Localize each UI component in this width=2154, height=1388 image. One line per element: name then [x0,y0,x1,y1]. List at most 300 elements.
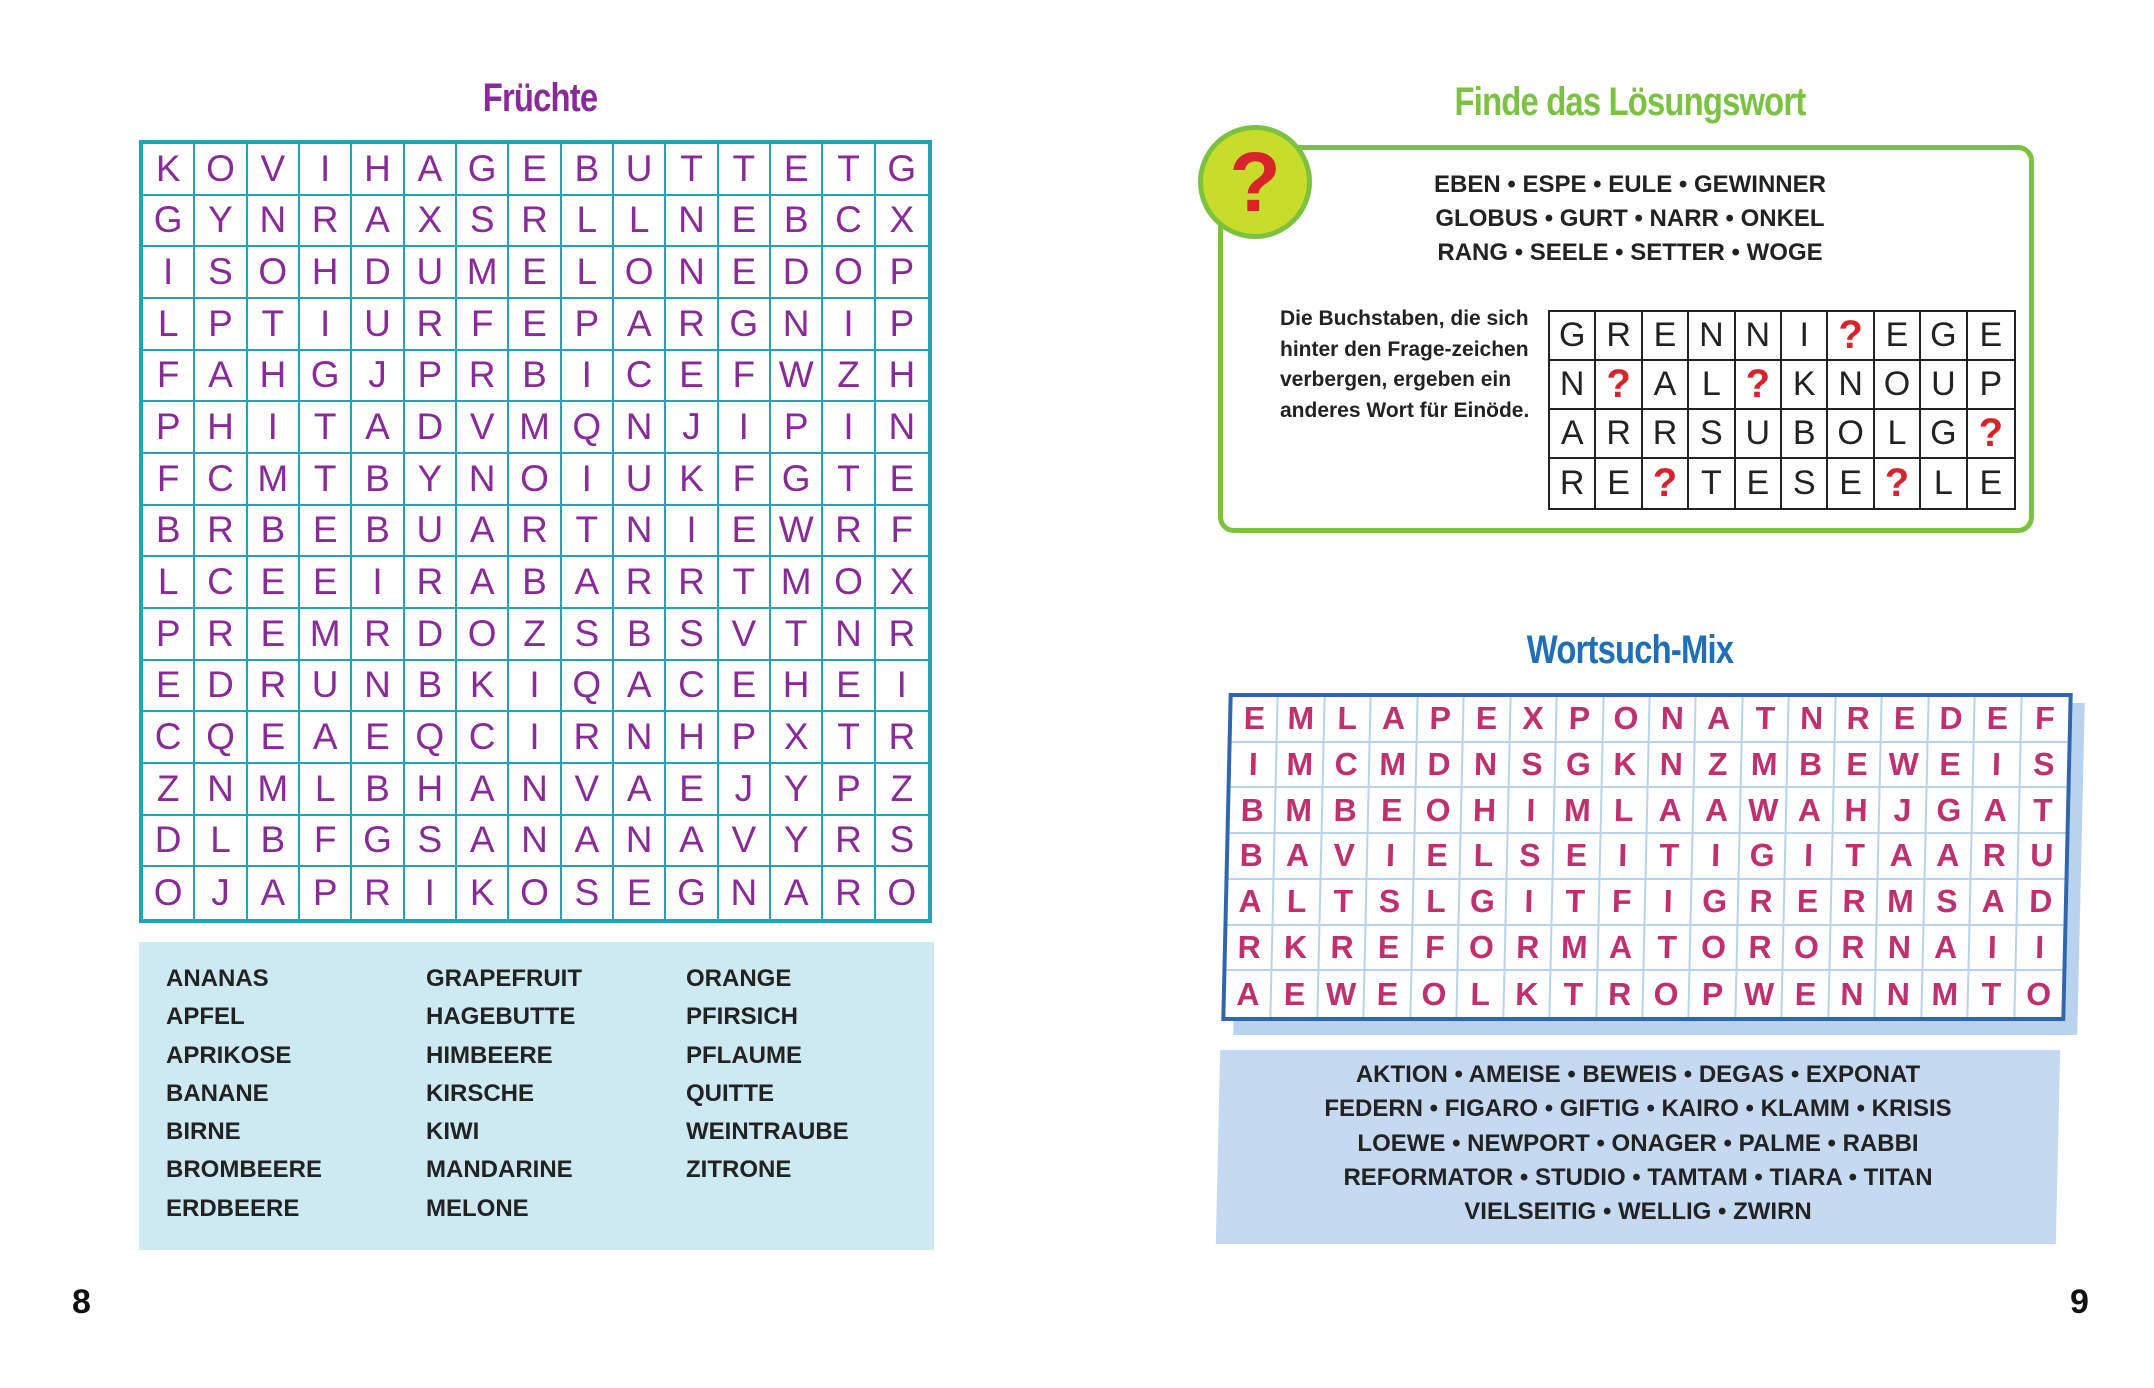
grid-letter: C [614,351,666,403]
grid-letter: A [1643,361,1689,410]
grid-letter: Z [876,764,928,816]
grid-letter: N [1689,312,1735,361]
grid-letter: L [300,764,352,816]
grid-letter: X [876,557,928,609]
grid-letter: T [1742,697,1789,743]
grid-letter: I [1368,834,1415,880]
grid-letter: T [823,454,875,506]
grid-letter: O [143,867,195,919]
grid-letter: E [666,351,718,403]
grid-letter: O [1643,971,1690,1017]
fruit-word-column [426,960,582,1228]
grid-letter: S [1509,743,1556,789]
grid-letter: N [1877,926,1924,972]
grid-letter: R [509,506,561,558]
grid-letter: A [457,764,509,816]
grid-letter: K [457,867,509,919]
grid-letter: B [352,506,404,558]
grid-letter: E [1369,788,1416,834]
mix-word-list [1218,1058,2058,1229]
grid-letter: N [248,196,300,248]
grid-letter: I [2016,926,2063,972]
grid-letter: A [1879,834,1926,880]
grid-letter: E [876,454,928,506]
grid-letter: B [352,764,404,816]
grid-letter: R [1505,926,1552,972]
grid-letter: X [771,712,823,764]
grid-letter: O [823,557,875,609]
grid-letter: R [1597,971,1644,1017]
grid-letter: R [1643,410,1689,459]
grid-letter: E [352,712,404,764]
grid-letter: T [719,144,771,196]
fruit-word: BANANE [166,1079,269,1107]
grid-letter: I [666,506,718,558]
grid-letter: E [1975,697,2022,743]
grid-letter: E [143,661,195,713]
fruit-word-list [139,942,934,1250]
grid-letter: R [823,506,875,558]
grid-letter: N [1829,971,1876,1017]
grid-letter: P [1968,361,2014,410]
grid-letter: S [457,196,509,248]
grid-letter: E [1643,312,1689,361]
grid-letter: A [1925,834,1972,880]
grid-letter: N [1649,743,1696,789]
grid-letter: Z [143,764,195,816]
grid-letter: A [1923,926,1970,972]
grid-letter: X [405,196,457,248]
grid-letter: I [823,402,875,454]
grid-letter: T [1646,834,1693,880]
grid-letter: J [666,402,718,454]
grid-letter: P [562,299,614,351]
grid-letter: R [300,196,352,248]
mix-word-line: LOEWE • NEWPORT • ONAGER • PALME • RABBI [1357,1129,1919,1157]
grid-letter: E [509,299,561,351]
loesung-word-line: RANG • SEELE • SETTER • WOGE [1437,239,1823,266]
grid-letter: S [1689,410,1735,459]
grid-letter: N [195,764,247,816]
grid-letter: A [195,351,247,403]
grid-letter: O [887,872,917,914]
grid-letter: R [352,609,404,661]
grid-letter: A [1275,834,1322,880]
loesung-word-line: EBEN • ESPE • EULE • GEWINNER [1434,171,1826,198]
grid-letter: U [405,506,457,558]
grid-letter: E [771,144,823,196]
grid-letter: N [457,454,509,506]
grid-letter: Z [509,609,561,661]
grid-letter: N [1550,361,1596,410]
grid-letter: L [1461,834,1508,880]
grid-letter: U [405,247,457,299]
grid-letter: O [1784,926,1831,972]
grid-letter: N [1876,971,1923,1017]
grid-letter: K [1782,361,1828,410]
grid-letter: O [1875,361,1921,410]
grid-letter: A [562,557,614,609]
grid-letter: W [771,506,823,558]
grid-letter: H [1833,788,1880,834]
grid-letter: R [614,557,666,609]
grid-letter: E [719,506,771,558]
grid-letter: P [1690,971,1737,1017]
grid-letter: R [1550,459,1596,508]
fruit-word: ANANAS [166,965,269,992]
fruit-word: MANDARINE [426,1156,573,1184]
grid-letter: R [876,609,928,661]
grid-letter: N [823,609,875,661]
grid-letter: K [457,661,509,713]
grid-letter: A [1971,880,2018,926]
grid-letter: T [300,402,352,454]
grid-letter: P [143,609,195,661]
grid-letter: V [1321,834,1368,880]
grid-letter: N [1789,697,1836,743]
grid-letter: J [719,764,771,816]
grid-letter: L [1274,880,1321,926]
grid-letter: R [248,661,300,713]
grid-letter: O [614,247,666,299]
grid-letter: U [614,144,666,196]
grid-letter: S [405,816,457,868]
grid-letter: T [1553,880,1600,926]
grid-letter: M [509,402,561,454]
grid-letter: P [823,764,875,816]
grid-letter: N [719,867,771,919]
grid-letter: Y [771,764,823,816]
grid-letter: L [1921,459,1967,508]
grid-letter: N [509,816,561,868]
grid-letter: A [1694,788,1741,834]
grid-letter: N [771,299,823,351]
grid-letter: J [1880,788,1927,834]
grid-letter: I [248,402,300,454]
grid-letter: E [1828,459,1874,508]
hidden-letter-question-mark: ? [1736,361,1782,410]
mix-puzzle-title: Wortsuch-Mix [1526,628,1734,672]
grid-letter: L [1875,410,1921,459]
grid-letter: O [509,454,561,506]
loesung-word-list [1300,168,1960,270]
grid-letter: O [1415,788,1462,834]
grid-letter: G [771,454,823,506]
grid-letter: G [876,144,928,196]
grid-letter: E [1366,926,1413,972]
grid-letter: I [1231,743,1278,789]
grid-letter: W [771,351,823,403]
fruit-word: GRAPEFRUIT [426,965,582,992]
grid-letter: R [405,299,457,351]
grid-letter: M [1741,743,1788,789]
grid-letter: I [352,557,404,609]
grid-letter: S [1367,880,1414,926]
grid-letter: U [614,454,666,506]
grid-letter: E [248,712,300,764]
grid-letter: L [143,557,195,609]
grid-letter: I [1645,880,1692,926]
grid-letter: I [823,299,875,351]
question-mark-icon: ? [1198,125,1312,239]
grid-letter: T [1832,834,1879,880]
grid-letter: D [1928,697,1975,743]
grid-letter: L [1458,971,1505,1017]
grid-letter: Q [405,712,457,764]
grid-letter: N [614,816,666,868]
grid-letter: A [405,144,457,196]
fruit-puzzle-title: Früchte [482,76,598,120]
grid-letter: H [405,764,457,816]
grid-letter: E [1875,312,1921,361]
grid-letter: G [666,867,718,919]
grid-letter: R [195,506,247,558]
grid-letter: L [562,247,614,299]
grid-letter: O [457,609,509,661]
grid-letter: R [457,351,509,403]
mix-word-line: FEDERN • FIGARO • GIFTIG • KAIRO • KLAMM • KRISIS [1324,1095,1952,1123]
grid-letter: N [1736,312,1782,361]
grid-letter: E [1596,459,1642,508]
grid-letter: N [666,196,718,248]
grid-letter: I [509,712,561,764]
grid-letter: J [352,351,404,403]
grid-letter: E [248,557,300,609]
grid-letter: U [1736,410,1782,459]
grid-letter: R [195,609,247,661]
grid-letter: R [1319,926,1366,972]
grid-letter: P [143,402,195,454]
grid-letter: K [1273,926,1320,972]
grid-letter: V [248,144,300,196]
page-number-left: 8 [72,1283,91,1321]
loesung-description: Die Buchstaben, die sich hinter den Frage-zeichen verbergen, ergeben ein anderes Wort für Einöde. [1280,307,1530,422]
grid-letter: D [771,247,823,299]
grid-letter: T [300,454,352,506]
page-number-right: 9 [2070,1283,2089,1321]
grid-letter: E [1783,971,1830,1017]
loesung-letter-grid [1548,310,2016,510]
grid-letter: B [1782,410,1828,459]
grid-letter: E [1979,464,2003,502]
grid-letter: Q [562,661,614,713]
grid-letter: T [719,557,771,609]
grid-letter: I [1970,926,2017,972]
grid-letter: K [143,144,195,196]
grid-letter: G [457,144,509,196]
grid-letter: S [562,609,614,661]
grid-letter: C [195,454,247,506]
fruit-word: ZITRONE [686,1156,792,1184]
grid-letter: R [1835,697,1882,743]
grid-letter: B [1788,743,1835,789]
grid-letter: E [1785,880,1832,926]
fruit-word: KIWI [426,1118,480,1146]
grid-letter: W [1740,788,1787,834]
grid-letter: E [823,661,875,713]
grid-letter: T [823,144,875,196]
grid-letter: E [719,661,771,713]
grid-letter: F [300,816,352,868]
grid-letter: F [876,506,928,558]
grid-letter: A [457,557,509,609]
grid-letter: M [1552,926,1599,972]
grid-letter: E [1272,971,1319,1017]
grid-letter: I [1786,834,1833,880]
grid-letter: N [1650,697,1697,743]
grid-letter: I [300,299,352,351]
grid-letter: K [666,454,718,506]
grid-letter: O [823,247,875,299]
grid-letter: G [143,196,195,248]
grid-letter: U [300,661,352,713]
grid-letter: X [1510,697,1557,743]
grid-letter: V [562,764,614,816]
grid-letter: R [666,299,718,351]
fruit-word: HAGEBUTTE [426,1003,576,1031]
grid-letter: O [509,867,561,919]
grid-letter: P [195,299,247,351]
grid-letter: R [1738,880,1785,926]
grid-letter: M [248,454,300,506]
grid-letter: W [1736,971,1783,1017]
grid-letter: R [1596,312,1642,361]
grid-letter: L [1413,880,1460,926]
grid-letter: B [614,609,666,661]
grid-letter: S [666,609,718,661]
fruit-word: APFEL [166,1003,245,1031]
grid-letter: R [1972,834,2019,880]
grid-letter: A [1550,410,1596,459]
grid-letter: E [248,609,300,661]
grid-letter: R [666,557,718,609]
grid-letter: A [457,816,509,868]
grid-letter: B [405,661,457,713]
grid-letter: S [1507,834,1554,880]
grid-letter: I [719,402,771,454]
grid-letter: B [562,144,614,196]
grid-letter: A [457,506,509,558]
grid-letter: Z [823,351,875,403]
grid-letter: I [1506,880,1553,926]
loesung-puzzle-title: Finde das Lösungswort [1454,80,1806,124]
grid-letter: M [1276,788,1323,834]
grid-letter: Z [1695,743,1742,789]
grid-letter: E [719,196,771,248]
grid-letter: N [614,712,666,764]
grid-letter: T [771,609,823,661]
grid-letter: S [1782,459,1828,508]
grid-letter: D [405,609,457,661]
grid-letter: G [1926,788,1973,834]
fruit-word: HIMBEERE [426,1041,553,1069]
grid-letter: T [1968,971,2015,1017]
mix-word-line: VIELSEITIG • WELLIG • ZWIRN [1464,1198,1812,1226]
grid-letter: S [195,247,247,299]
grid-letter: U [1921,361,1967,410]
grid-letter: C [666,661,718,713]
grid-letter: T [562,506,614,558]
grid-letter: S [1924,880,1971,926]
grid-letter: S [562,867,614,919]
grid-letter: N [509,764,561,816]
grid-letter: A [352,196,404,248]
grid-letter: P [719,712,771,764]
grid-letter: A [1696,697,1743,743]
grid-letter: V [719,609,771,661]
grid-letter: D [143,816,195,868]
grid-letter: G [1921,312,1967,361]
grid-letter: D [1416,743,1463,789]
grid-letter: R [562,712,614,764]
grid-letter: F [719,454,771,506]
grid-letter: E [1554,834,1601,880]
grid-letter: C [457,712,509,764]
grid-letter: E [1927,743,1974,789]
grid-letter: G [719,299,771,351]
fruit-word: BROMBEERE [166,1156,323,1184]
grid-letter: M [248,764,300,816]
grid-letter: N [666,247,718,299]
grid-letter: C [823,196,875,248]
fruit-word: PFLAUME [686,1041,802,1069]
grid-letter: M [1922,971,1969,1017]
grid-letter: X [876,196,928,248]
grid-letter: I [509,661,561,713]
grid-letter: F [143,351,195,403]
grid-letter: S [2020,743,2067,789]
fruit-word: BIRNE [166,1118,241,1146]
grid-letter: O [248,247,300,299]
grid-letter: B [352,454,404,506]
grid-letter: R [509,196,561,248]
grid-letter: T [666,144,718,196]
grid-letter: M [1277,743,1324,789]
grid-letter: U [2018,834,2065,880]
grid-letter: C [1323,743,1370,789]
grid-letter: E [1834,743,1881,789]
grid-letter: O [1411,971,1458,1017]
grid-letter: O [1691,926,1738,972]
grid-letter: P [1417,697,1464,743]
grid-letter: R [1226,926,1273,972]
grid-letter: A [614,299,666,351]
grid-letter: A [614,764,666,816]
grid-letter: T [823,712,875,764]
grid-letter: R [1830,926,1877,972]
grid-letter: I [1600,834,1647,880]
grid-letter: O [2025,975,2052,1012]
fruit-word: QUITTE [686,1079,774,1107]
fruit-word: KIRSCHE [426,1079,535,1107]
grid-letter: T [1644,926,1691,972]
grid-letter: Y [771,816,823,868]
grid-letter: H [771,661,823,713]
grid-letter: E [509,247,561,299]
grid-letter: W [1881,743,1928,789]
grid-letter: H [1462,788,1509,834]
grid-letter: N [1828,361,1874,410]
grid-letter: B [1230,788,1277,834]
grid-letter: D [352,247,404,299]
grid-letter: O [195,144,247,196]
grid-letter: A [1598,926,1645,972]
grid-letter: B [248,816,300,868]
grid-letter: M [1555,788,1602,834]
fruit-word: PFIRSICH [686,1003,799,1031]
grid-letter: H [300,247,352,299]
grid-letter: I [143,247,195,299]
